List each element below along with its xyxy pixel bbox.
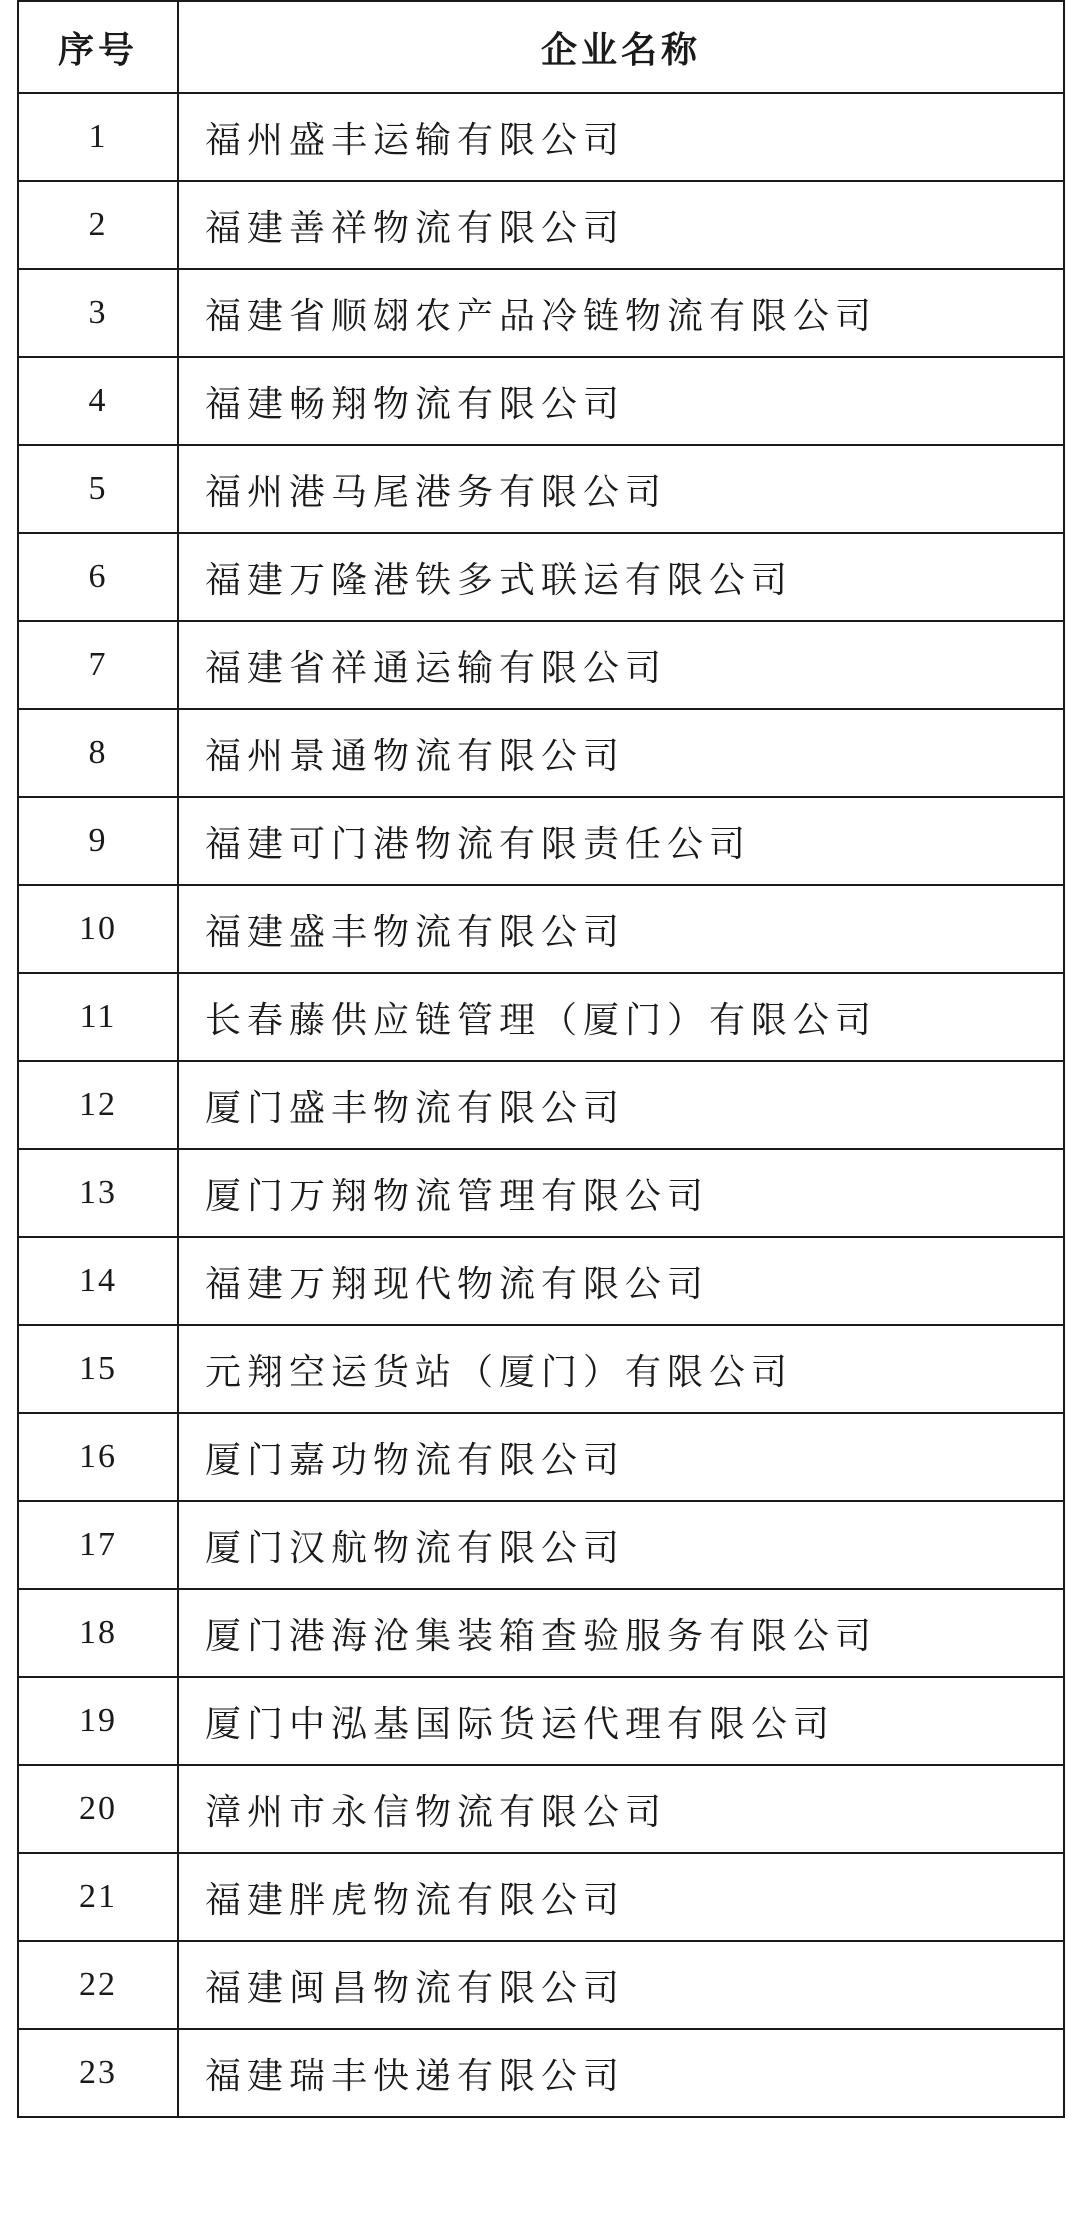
table-row	[18, 93, 1064, 181]
table-body	[18, 93, 1064, 2117]
company-name-cell: 厦门万翔物流管理有限公司	[178, 1149, 1064, 1237]
table-row	[18, 269, 1064, 357]
row-index-cell: 13	[18, 1149, 178, 1237]
column-header-index: 序号	[18, 1, 178, 93]
row-index-cell: 14	[18, 1237, 178, 1325]
table-row	[18, 357, 1064, 445]
company-name-cell: 福建万翔现代物流有限公司	[178, 1237, 1064, 1325]
company-name-cell: 福建闽昌物流有限公司	[178, 1941, 1064, 2029]
table-row	[18, 1589, 1064, 1677]
company-name-cell: 漳州市永信物流有限公司	[178, 1765, 1064, 1853]
company-table	[17, 0, 1065, 2118]
company-list-sheet	[17, 0, 1063, 2118]
company-name-cell: 元翔空运货站（厦门）有限公司	[178, 1325, 1064, 1413]
table-row	[18, 885, 1064, 973]
table-row	[18, 1413, 1064, 1501]
column-header-company: 企业名称	[178, 1, 1064, 93]
row-index-cell: 16	[18, 1413, 178, 1501]
company-name-cell: 福建省祥通运输有限公司	[178, 621, 1064, 709]
company-name-cell: 福建省顺翃农产品冷链物流有限公司	[178, 269, 1064, 357]
row-index-cell: 20	[18, 1765, 178, 1853]
company-name-cell: 福州景通物流有限公司	[178, 709, 1064, 797]
row-index-cell: 12	[18, 1061, 178, 1149]
table-row	[18, 533, 1064, 621]
row-index-cell: 22	[18, 1941, 178, 2029]
row-index-cell: 8	[18, 709, 178, 797]
row-index-cell: 5	[18, 445, 178, 533]
table-row	[18, 445, 1064, 533]
row-index-cell: 21	[18, 1853, 178, 1941]
table-row	[18, 973, 1064, 1061]
row-index-cell: 4	[18, 357, 178, 445]
table-row	[18, 797, 1064, 885]
company-name-cell: 福建瑞丰快递有限公司	[178, 2029, 1064, 2117]
company-name-cell: 厦门嘉功物流有限公司	[178, 1413, 1064, 1501]
company-name-cell: 厦门汉航物流有限公司	[178, 1501, 1064, 1589]
company-name-cell: 福建畅翔物流有限公司	[178, 357, 1064, 445]
company-name-cell: 福建可门港物流有限责任公司	[178, 797, 1064, 885]
company-name-cell: 厦门港海沧集装箱查验服务有限公司	[178, 1589, 1064, 1677]
table-row	[18, 1061, 1064, 1149]
table-row	[18, 1677, 1064, 1765]
row-index-cell: 7	[18, 621, 178, 709]
company-name-cell: 福州盛丰运输有限公司	[178, 93, 1064, 181]
row-index-cell: 15	[18, 1325, 178, 1413]
table-row	[18, 1853, 1064, 1941]
table-row	[18, 621, 1064, 709]
company-name-cell: 福建善祥物流有限公司	[178, 181, 1064, 269]
row-index-cell: 23	[18, 2029, 178, 2117]
table-row	[18, 1237, 1064, 1325]
row-index-cell: 3	[18, 269, 178, 357]
row-index-cell: 18	[18, 1589, 178, 1677]
company-name-cell: 福建胖虎物流有限公司	[178, 1853, 1064, 1941]
table-header-row	[18, 1, 1064, 93]
row-index-cell: 6	[18, 533, 178, 621]
row-index-cell: 9	[18, 797, 178, 885]
row-index-cell: 1	[18, 93, 178, 181]
table-row	[18, 2029, 1064, 2117]
company-name-cell: 福建万隆港铁多式联运有限公司	[178, 533, 1064, 621]
company-name-cell: 厦门盛丰物流有限公司	[178, 1061, 1064, 1149]
table-row	[18, 1765, 1064, 1853]
row-index-cell: 10	[18, 885, 178, 973]
row-index-cell: 17	[18, 1501, 178, 1589]
company-name-cell: 长春藤供应链管理（厦门）有限公司	[178, 973, 1064, 1061]
table-row	[18, 1501, 1064, 1589]
table-row	[18, 1149, 1064, 1237]
row-index-cell: 11	[18, 973, 178, 1061]
table-row	[18, 181, 1064, 269]
row-index-cell: 2	[18, 181, 178, 269]
row-index-cell: 19	[18, 1677, 178, 1765]
company-name-cell: 福建盛丰物流有限公司	[178, 885, 1064, 973]
table-row	[18, 709, 1064, 797]
table-row	[18, 1325, 1064, 1413]
company-name-cell: 福州港马尾港务有限公司	[178, 445, 1064, 533]
table-row	[18, 1941, 1064, 2029]
company-name-cell: 厦门中泓基国际货运代理有限公司	[178, 1677, 1064, 1765]
